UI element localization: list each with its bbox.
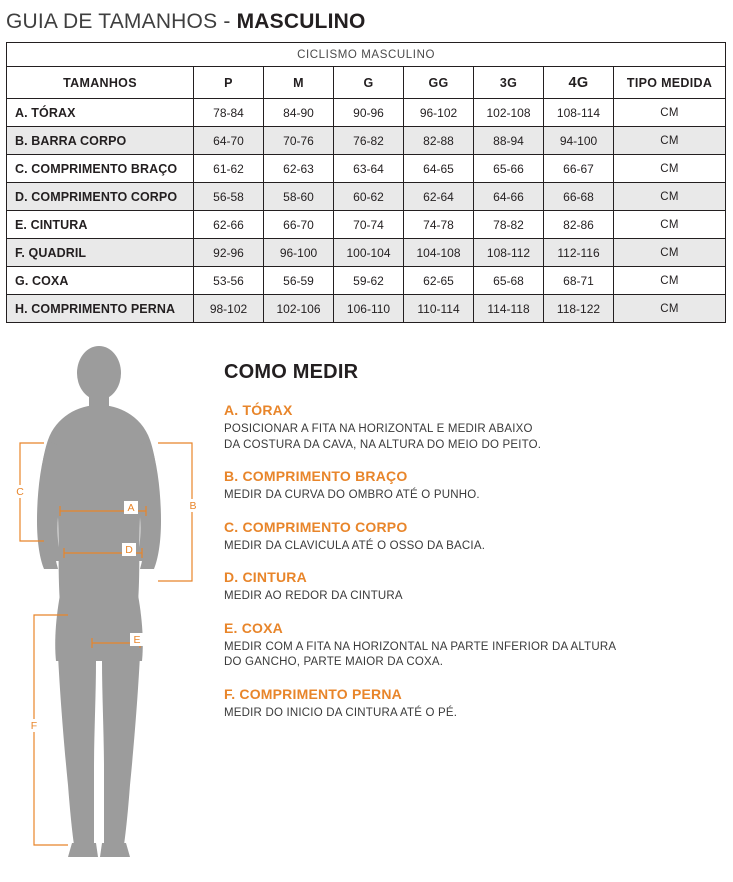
instruction-title: E. COXA — [224, 619, 283, 636]
body-silhouette — [37, 346, 161, 857]
body-diagram — [6, 345, 216, 865]
label-c: C — [16, 486, 24, 498]
cell: 68-71 — [544, 267, 614, 295]
cell: 66-67 — [544, 155, 614, 183]
cell: 70-76 — [264, 127, 334, 155]
header-size-m: M — [264, 67, 334, 99]
cell: 62-65 — [404, 267, 474, 295]
cell: 61-62 — [194, 155, 264, 183]
cell: 53-56 — [194, 267, 264, 295]
instruction-title: C. COMPRIMENTO CORPO — [224, 518, 408, 535]
cell-unit: CM — [614, 155, 726, 183]
cell: 102-106 — [264, 295, 334, 323]
size-table-wrapper — [0, 42, 733, 323]
instruction-title: A. TÓRAX — [224, 402, 293, 418]
instruction-text-line: DA COSTURA DA CAVA, NA ALTURA DO MEIO DO PEITO. — [224, 438, 542, 451]
cell: 98-102 — [194, 295, 264, 323]
cell: 100-104 — [334, 239, 404, 267]
table-row — [7, 183, 726, 211]
instruction-item-cintura — [224, 569, 725, 605]
cell: 104-108 — [404, 239, 474, 267]
instruction-text-line: POSICIONAR A FITA NA HORIZONTAL E MEDIR ABAIXO — [224, 423, 533, 435]
table-caption: CICLISMO MASCULINO — [7, 43, 726, 67]
table-row — [7, 267, 726, 295]
cell: 88-94 — [474, 127, 544, 155]
cell-unit: CM — [614, 183, 726, 211]
cell: 66-68 — [544, 183, 614, 211]
cell: 92-96 — [194, 239, 264, 267]
instruction-item-comprimento-corpo — [224, 519, 725, 555]
label-d: D — [125, 544, 133, 556]
page-title — [0, 0, 733, 42]
row-label: H. COMPRIMENTO PERNA — [7, 295, 194, 323]
cell: 58-60 — [264, 183, 334, 211]
instruction-text-line: DO GANCHO, PARTE MAIOR DA COXA. — [224, 656, 444, 669]
instruction-title: B. COMPRIMENTO BRAÇO — [224, 468, 408, 485]
instruction-title: F. COMPRIMENTO PERNA — [224, 685, 402, 702]
instruction-item-comprimento-perna — [224, 686, 725, 722]
cell: 106-110 — [334, 295, 404, 323]
cell: 74-78 — [404, 211, 474, 239]
row-label: B. BARRA CORPO — [7, 127, 194, 155]
instruction-item-torax — [224, 402, 725, 453]
instruction-text-line: MEDIR AO REDOR DA CINTURA — [224, 590, 403, 603]
cell-unit: CM — [614, 99, 726, 127]
cell-unit: CM — [614, 127, 726, 155]
row-label: E. CINTURA — [7, 211, 194, 239]
row-label: A. TÓRAX — [7, 99, 194, 127]
cell: 62-64 — [404, 183, 474, 211]
cell: 64-66 — [474, 183, 544, 211]
cell: 82-86 — [544, 211, 614, 239]
male-body-figure-svg — [6, 345, 216, 865]
cell: 114-118 — [474, 295, 544, 323]
row-label: D. COMPRIMENTO CORPO — [7, 183, 194, 211]
cell: 84-90 — [264, 99, 334, 127]
cell: 96-102 — [404, 99, 474, 127]
cell: 65-66 — [474, 155, 544, 183]
cell: 102-108 — [474, 99, 544, 127]
instruction-text-line: MEDIR DA CLAVICULA ATÉ O OSSO DA BACIA. — [224, 539, 486, 552]
table-caption-row — [7, 43, 726, 67]
cell: 112-116 — [544, 239, 614, 267]
table-row — [7, 155, 726, 183]
cell: 56-58 — [194, 183, 264, 211]
instruction-title: D. CINTURA — [224, 569, 307, 586]
size-table-body — [7, 99, 726, 323]
size-table — [6, 42, 726, 323]
header-tipo-medida: TIPO MEDIDA — [614, 67, 726, 99]
cell: 108-112 — [474, 239, 544, 267]
instruction-item-comprimento-braco — [224, 468, 725, 504]
cell: 108-114 — [544, 99, 614, 127]
cell-unit: CM — [614, 211, 726, 239]
cell: 76-82 — [334, 127, 404, 155]
cell: 82-88 — [404, 127, 474, 155]
label-f: F — [30, 720, 38, 732]
instruction-item-coxa — [224, 620, 725, 671]
page-title-dash: - — [217, 10, 237, 33]
label-e: E — [133, 634, 141, 646]
cell: 78-82 — [474, 211, 544, 239]
row-label: F. QUADRIL — [7, 239, 194, 267]
cell: 78-84 — [194, 99, 264, 127]
instruction-text-line: MEDIR DA CURVA DO OMBRO ATÉ O PUNHO. — [224, 489, 480, 502]
cell: 56-59 — [264, 267, 334, 295]
cell: 64-70 — [194, 127, 264, 155]
label-a: A — [127, 502, 135, 514]
cell: 62-63 — [264, 155, 334, 183]
page-title-bold: MASCULINO — [236, 10, 366, 33]
cell: 59-62 — [334, 267, 404, 295]
page-title-light: GUIA DE TAMANHOS — [6, 10, 218, 33]
cell-unit: CM — [614, 295, 726, 323]
cell: 65-68 — [474, 267, 544, 295]
how-to-measure-section — [0, 345, 733, 865]
instruction-text-line: MEDIR COM A FITA NA HORIZONTAL NA PARTE INFERIOR DA ALTURA — [224, 640, 617, 653]
row-label: G. COXA — [7, 267, 194, 295]
table-row — [7, 127, 726, 155]
header-tamanhos: TAMANHOS — [7, 67, 194, 99]
cell: 66-70 — [264, 211, 334, 239]
cell-unit: CM — [614, 267, 726, 295]
table-row — [7, 239, 726, 267]
header-size-g: G — [334, 67, 404, 99]
cell: 63-64 — [334, 155, 404, 183]
instruction-text-line: MEDIR DO INICIO DA CINTURA ATÉ O PÉ. — [224, 706, 458, 719]
table-row — [7, 211, 726, 239]
cell: 94-100 — [544, 127, 614, 155]
cell: 118-122 — [544, 295, 614, 323]
cell-unit: CM — [614, 239, 726, 267]
cell: 60-62 — [334, 183, 404, 211]
table-row — [7, 295, 726, 323]
how-to-heading: COMO MEDIR — [224, 361, 359, 383]
instructions-column — [216, 345, 725, 865]
cell: 110-114 — [404, 295, 474, 323]
row-label: C. COMPRIMENTO BRAÇO — [7, 155, 194, 183]
cell: 62-66 — [194, 211, 264, 239]
cell: 70-74 — [334, 211, 404, 239]
table-header-row — [7, 67, 726, 99]
cell: 64-65 — [404, 155, 474, 183]
cell: 90-96 — [334, 99, 404, 127]
header-size-3g: 3G — [474, 67, 544, 99]
table-row — [7, 99, 726, 127]
header-size-p: P — [194, 67, 264, 99]
header-size-4g: 4G — [544, 67, 614, 99]
header-size-gg: GG — [404, 67, 474, 99]
cell: 96-100 — [264, 239, 334, 267]
label-b: B — [189, 500, 197, 512]
